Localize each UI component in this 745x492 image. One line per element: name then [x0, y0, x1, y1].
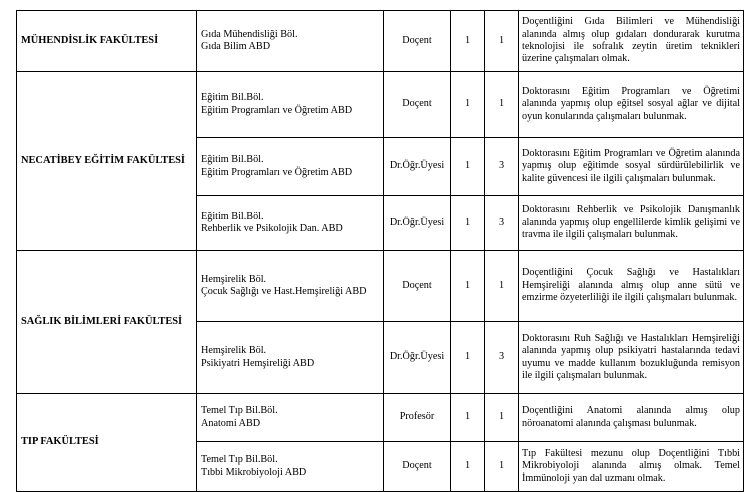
department-name: Eğitim Bil.Böl.: [201, 210, 264, 222]
table-row: [17, 11, 744, 72]
subdepartment-name: Psikiyatri Hemşireliği ABD: [201, 357, 315, 369]
count-2: 1: [485, 11, 519, 72]
department-name: Hemşirelik Böl.: [201, 273, 267, 285]
staff-positions-table: [16, 10, 744, 492]
requirement-description: Doktorasını Ruh Sağlığı ve Hastalıkları Hemşireliği alanında yapmış olup psikiyatri hastalarında tedavi uyumu ve madde kullanım bozukluğunda remisyon ile ilgili çalışmaları bulunmak.: [519, 322, 744, 394]
department-cell: [197, 251, 384, 322]
subdepartment-name: Çocuk Sağlığı ve Hast.Hemşireliği ABD: [201, 286, 367, 297]
subdepartment-name: Gıda Bilim ABD: [201, 41, 271, 52]
count-2: 3: [485, 196, 519, 251]
table-row: [17, 394, 744, 442]
count-1: 1: [451, 72, 485, 138]
department-name: Eğitim Bil.Böl.: [201, 154, 264, 166]
academic-title: Doçent: [384, 72, 451, 138]
academic-title: Dr.Öğr.Üyesi: [384, 138, 451, 196]
academic-title: Dr.Öğr.Üyesi: [384, 322, 451, 394]
faculty-name: TIP FAKÜLTESİ: [17, 394, 197, 492]
requirement-description: Doktorasını Eğitim Programları ve Öğretimi alanında yapmış olup eğitsel sosyal ağlar ve dijital oyun konularında çalışmaları bulunmak.: [519, 72, 744, 138]
department-cell: [197, 394, 384, 442]
count-2: 1: [485, 394, 519, 442]
subdepartment-name: Eğitim Programları ve Öğretim ABD: [201, 104, 353, 116]
department-cell: [197, 322, 384, 394]
department-name: Hemşirelik Böl.: [201, 345, 267, 357]
academic-title: Doçent: [384, 442, 451, 492]
count-2: 1: [485, 72, 519, 138]
academic-title: Doçent: [384, 11, 451, 72]
count-1: 1: [451, 322, 485, 394]
department-name: Gıda Mühendisliği Böl.: [201, 28, 298, 40]
requirement-description: Doçentliğini Gıda Bilimleri ve Mühendisliği alanında almış olup gıdaları dondurarak kurutma teknolojisi ile sofralık zeytin üretim teknikleri üzerine çalışmaları olmak.: [519, 11, 744, 72]
department-cell: [197, 138, 384, 196]
department-name: Eğitim Bil.Böl.: [201, 92, 264, 104]
department-cell: [197, 196, 384, 251]
table-row: [17, 72, 744, 138]
count-1: 1: [451, 251, 485, 322]
requirement-description: Doçentliğini Çocuk Sağlığı ve Hastalıkları Hemşireliği alanında almış olup anne sütü ve emzirme özyeterliliği ile ilgili çalışmaları bulunmak.: [519, 251, 744, 322]
count-1: 1: [451, 442, 485, 492]
count-1: 1: [451, 11, 485, 72]
subdepartment-name: Tıbbi Mikrobiyoloji ABD: [201, 466, 307, 478]
subdepartment-name: Anatomi ABD: [201, 417, 261, 429]
count-2: 1: [485, 251, 519, 322]
requirement-description: Doçentliğini Anatomi alanında almış olup nöroanatomi alanında çalışması bulunmak.: [519, 394, 744, 442]
requirement-description: Tıp Fakültesi mezunu olup Doçentliğini Tıbbi Mikrobiyoloji alanında almış olmak. Temel İmmünoloji yan dal uzmanı olmak.: [519, 442, 744, 492]
table-row: [17, 251, 744, 322]
requirement-description: Doktorasını Eğitim Programları ve Öğretim alanında yapmış olup eğitimde sosyal sürdürülebilirlik ve kalite güvencesi ile ilgili çalışmaları bulunmak.: [519, 138, 744, 196]
department-cell: [197, 72, 384, 138]
department-name: Temel Tıp Bil.Böl.: [201, 405, 278, 417]
department-cell: [197, 442, 384, 492]
count-2: 3: [485, 138, 519, 196]
academic-title: Dr.Öğr.Üyesi: [384, 196, 451, 251]
count-1: 1: [451, 394, 485, 442]
faculty-name: NECATİBEY EĞİTİM FAKÜLTESİ: [17, 72, 197, 251]
department-name: Temel Tıp Bil.Böl.: [201, 454, 278, 466]
department-cell: [197, 11, 384, 72]
academic-title: Profesör: [384, 394, 451, 442]
subdepartment-name: Eğitim Programları ve Öğretim ABD: [201, 166, 353, 178]
subdepartment-name: Rehberlik ve Psikolojik Dan. ABD: [201, 223, 343, 234]
count-1: 1: [451, 138, 485, 196]
count-2: 3: [485, 322, 519, 394]
count-1: 1: [451, 196, 485, 251]
faculty-name: SAĞLIK BİLİMLERİ FAKÜLTESİ: [17, 251, 197, 394]
faculty-name: MÜHENDİSLİK FAKÜLTESİ: [17, 11, 197, 72]
requirement-description: Doktorasını Rehberlik ve Psikolojik Danışmanlık alanında yapmış olup engellilerde kimlik gelişimi ve travma ile ilgili çalışmaları bulunmak.: [519, 196, 744, 251]
academic-title: Doçent: [384, 251, 451, 322]
count-2: 1: [485, 442, 519, 492]
